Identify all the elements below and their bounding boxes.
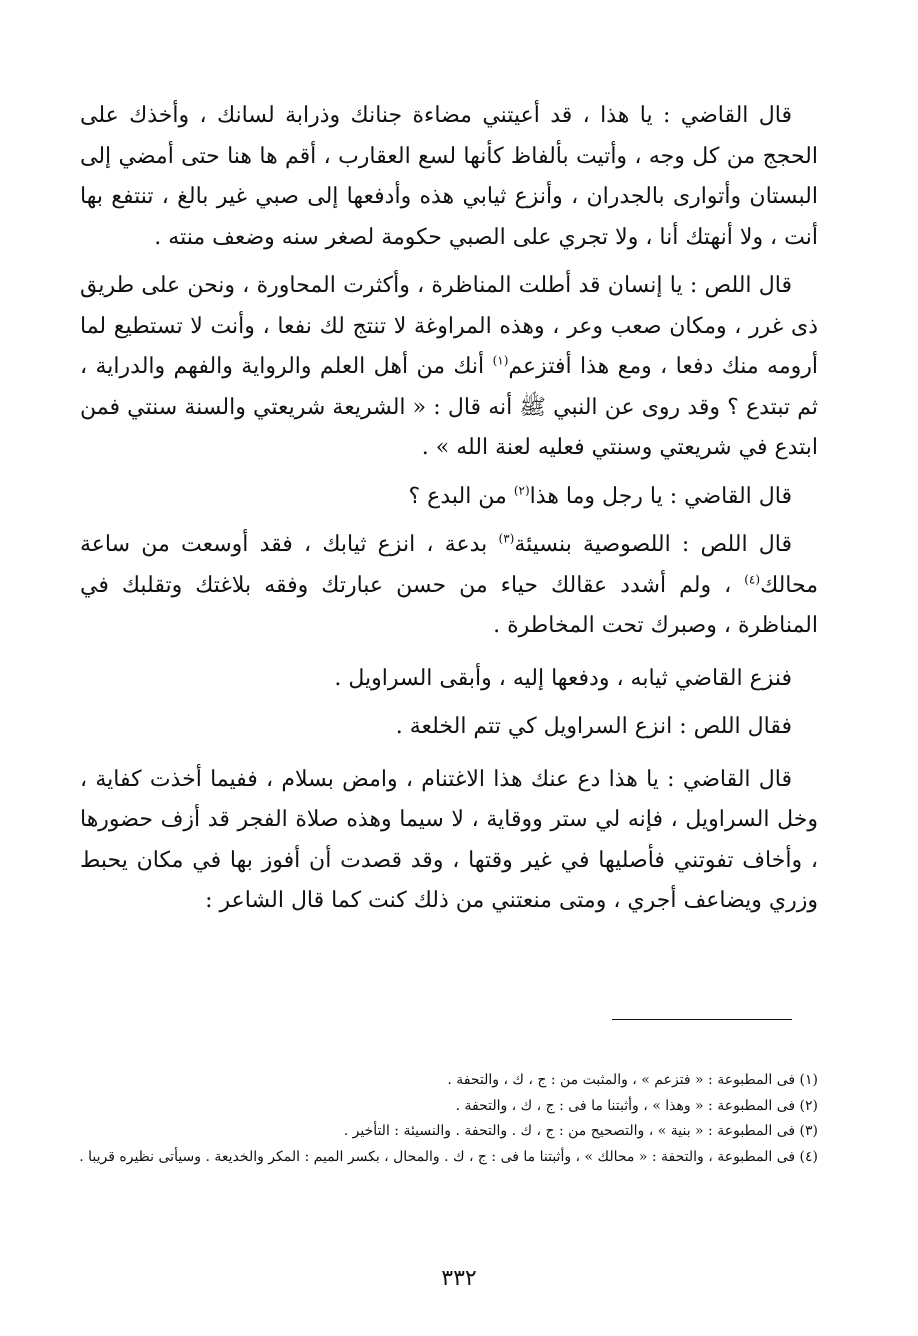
footnote-1: (١) فى المطبوعة : « فتزعم » ، والمثبت من : ج ، ك ، والتحفة . (447, 1072, 818, 1088)
paragraph-thief-1-part-2: أنك من أهل العلم والرواية والفهم والدراية ، ثم تبتدع ؟ وقد روى عن النبي ﷺ أنه قال : « الشريعة شريعتي والسنة سنتي فمن ابتدع في شريعتي وسنتي فعليه لعنة الله » . (80, 354, 818, 460)
paragraph-thief-1 (80, 266, 818, 469)
paragraph-judge-3: قال القاضي : يا هذا دع عنك هذا الاغتنام ، وامض بسلام ، ففيما أخذت كفاية ، وخل السراويل ، فإنه لي ستر ووقاية ، لا سيما وهذه صلاة الفجر قد أزف حضورها ، وأخاف تفوتني فأصليها في غير وقتها ، وقد قصدت أن أفوز بها في مكان يحبط وزري ويضاعف أجري ، ومتى منعتني من ذلك كنت كما قال الشاعر : (80, 766, 818, 913)
footnote-2: (٢) فى المطبوعة : « وهذا » ، وأثبتنا ما فى : ج ، ك ، والتحفة . (455, 1097, 818, 1114)
paragraph-thief-2-part-3: ، ولم أشدد عقالك حياء من حسن عبارتك وفقه بلاغتك وتقلبك في المناظرة ، وصبرك تحت المخاطرة . (80, 572, 818, 638)
paragraph-judge-1: قال القاضي : يا هذا ، قد أعيتني مضاءة جنانك وذرابة لسانك ، وأخذك على الحجج من كل وجه ، وأتيت بألفاظ كأنها لسع العقارب ، أقم ها هنا حتى أمضي إلى البستان وأتوارى بالجدران ، وأنزع ثيابي هذه وأدفعها إلى صبي غير بالغ ، تنتفع بها أنت ، ولا أنهتك أنا ، ولا تجري على الصبي حكومة لصغر سنه وضعف منته . (80, 103, 818, 250)
paragraph-thief-2-part-2: بدعة ، انزع ثيابك ، فقد أوسعت من ساعة محالك (80, 532, 818, 598)
footnotes (80, 1068, 818, 1170)
footnote-marker-4: (٤) (744, 572, 761, 587)
footnote-separator (612, 1019, 792, 1020)
footnote-3: (٣) فى المطبوعة : « بنية » ، والتصحيح من : ج ، ك . والتحفة . والنسيئة : التأخير . (343, 1123, 818, 1139)
paragraph-judge-2 (80, 477, 818, 518)
paragraph-thief-2-part-1: قال اللص : اللصوصية بنسيئة (514, 532, 792, 557)
main-text (80, 96, 818, 930)
page-number: ٣٣٢ (441, 1266, 477, 1291)
footnote-marker-1: (١) (492, 353, 509, 368)
paragraph-judge-2-part-2: من البدع ؟ (408, 483, 507, 509)
paragraph-judge-2-part-1: قال القاضي : يا رجل وما هذا (529, 483, 792, 509)
footnote-marker-3: (٣) (498, 531, 515, 546)
footnote-4: (٤) فى المطبوعة ، والتحفة : « محالك » ، وأثبتنا ما فى : ج ، ك . والمحال ، بكسر الميم : المكر والخديعة . وسيأتى نظيره قريبا . (79, 1148, 818, 1165)
footnote-marker-2: (٢) (513, 483, 530, 498)
paragraph-thief-1-part-1: قال اللص : يا إنسان قد أطلت المناظرة ، وأكثرت المحاورة ، ونحن على طريق ذى غرر ، ومكان صعب وعر ، وهذه المراوغة لا تنتج لك نفعا ، وأنت لا تستطيع لما أرومه منك دفعا ، ومع هذا أفتزعم (80, 273, 818, 379)
paragraph-narration-1: فنزع القاضي ثيابه ، ودفعها إليه ، وأبقى السراويل . (334, 665, 792, 691)
paragraph-thief-3: فقال اللص : انزع السراويل كي تتم الخلعة . (395, 714, 792, 739)
paragraph-thief-2 (80, 525, 818, 647)
